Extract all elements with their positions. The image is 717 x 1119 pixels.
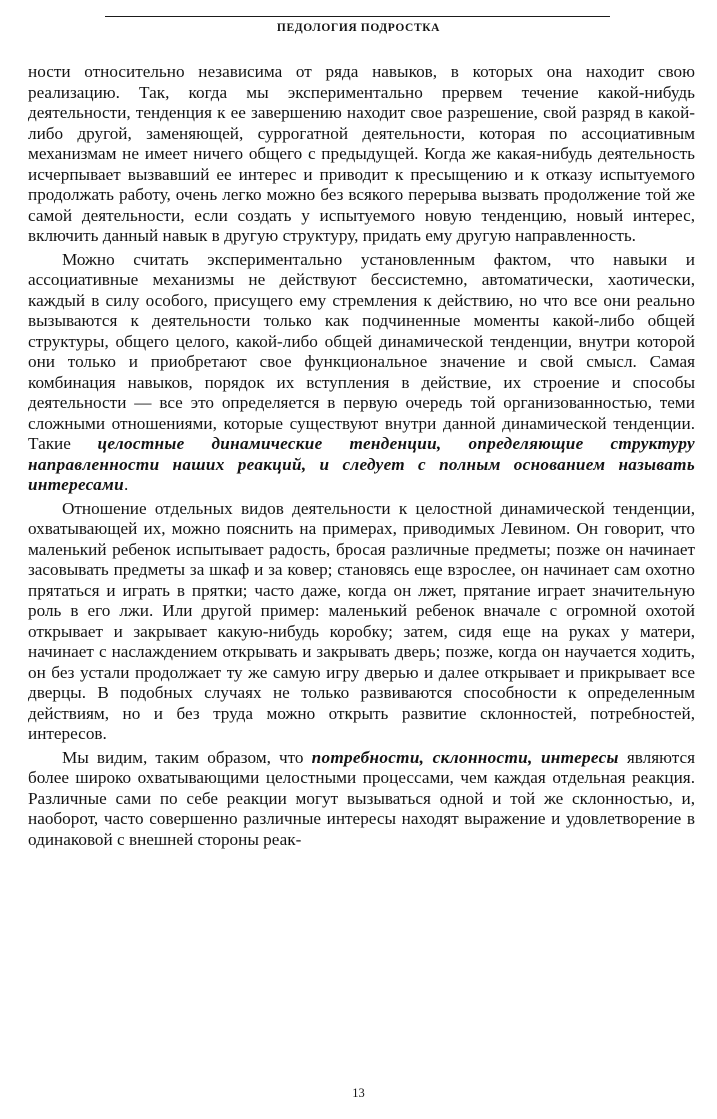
emphasized-text: потребности, склонности, интересы xyxy=(311,747,619,767)
paragraph-text: Мы видим, таким образом, что xyxy=(62,747,312,767)
body-text xyxy=(28,62,695,850)
paragraph-4 xyxy=(28,748,695,851)
running-title: ПЕДОЛОГИЯ ПОДРОСТКА xyxy=(276,22,441,34)
header-rule xyxy=(105,16,610,17)
paragraph-3 xyxy=(28,499,695,745)
paragraph-1 xyxy=(28,62,695,247)
paragraph-text: ности относительно независима от ряда навыков, в которых она находит свою реализацию. Так, когда мы экспериментально прервем течение какой-нибудь деятельности, тенденция к ее завершению находит свое разрешение, свой разряд в какой-либо другой, заменяющей, суррогатной деятельности, которая по ассоциативным механизмам не имеет ничего общего с предыдущей. Когда же какая-нибудь деятельность исчерпывает вызвавший ее интерес и приводит к пресыщению и к отказу испытуемого продолжать работу, очень легко можно без всякого перерыва вызвать продолжение той же самой деятельности, если создать у испытуемого новую тенденцию, новый интерес, включить данный навык в другую структуру, придать ему другую направленность. xyxy=(28,62,695,245)
paragraph-text: . xyxy=(123,475,129,494)
paragraph-2 xyxy=(28,250,695,496)
paragraph-text: Отношение отдельных видов деятельности к целостной динамической тенденции, охватывающей их, можно пояснить на примерах, приводимых Левином. Он говорит, что маленький ребенок испытывает радость, бросая различные предметы; позже он начинает засовывать предметы за шкаф и за ковер; становясь еще взрослее, он начинает сам охотно прятаться и играть в прятки; часто даже, когда он лжет, прятание играет значительную роль в его лжи. Или другой пример: маленький ребенок вначале с огромной охотой открывает и закрывает какую-нибудь коробку; затем, сидя еще на руках у матери, начинает с наслаждением открывать и закрывать дверь; позже, когда он научается ходить, он без устали продолжает ту же самую игру дверью и далее открывает и прикрывает все дверцы. В подобных случаях не только развиваются способности к определенным действиям, но и без труда можно открыть развитие склонностей, потребностей, интересов. xyxy=(28,498,695,743)
paragraph-text: Можно считать экспериментально установленным фактом, что навыки и ассоциативные механизмы не действуют бессистемно, автоматически, хаотически, каждый в силу особого, присущего ему стремления к действию, но что все они реально вызываются к деятельности только как подчиненные моменты какой-либо общей структуры, общего целого, какой-либо общей динамической тенденции, внутри которой они только и приобретают свое функциональное значение и свой смысл. Самая комбинация навыков, порядок их вступления в действие, их строение и способы деятельности — все это определяется в первую очередь той организованностью, теми сложными отношениями, которые существуют внутри данной динамической тенденции. Такие xyxy=(28,249,695,453)
paragraph-text: являются более широко охватывающими целостными процессами, чем каждая отдельная реакция. Различные сами по себе реакции могут вызываться одной и той же склонностью, и, наоборот, часто совершенно различные интересы находят выражение и удовлетворение в одинаковой с внешней стороны реак- xyxy=(28,747,695,849)
emphasized-text: целостные динамические тенденции, определяющие структуру направленности наших реакций, и следует с полным основанием называть интересами xyxy=(28,434,695,494)
page-number: 13 xyxy=(352,1086,365,1100)
